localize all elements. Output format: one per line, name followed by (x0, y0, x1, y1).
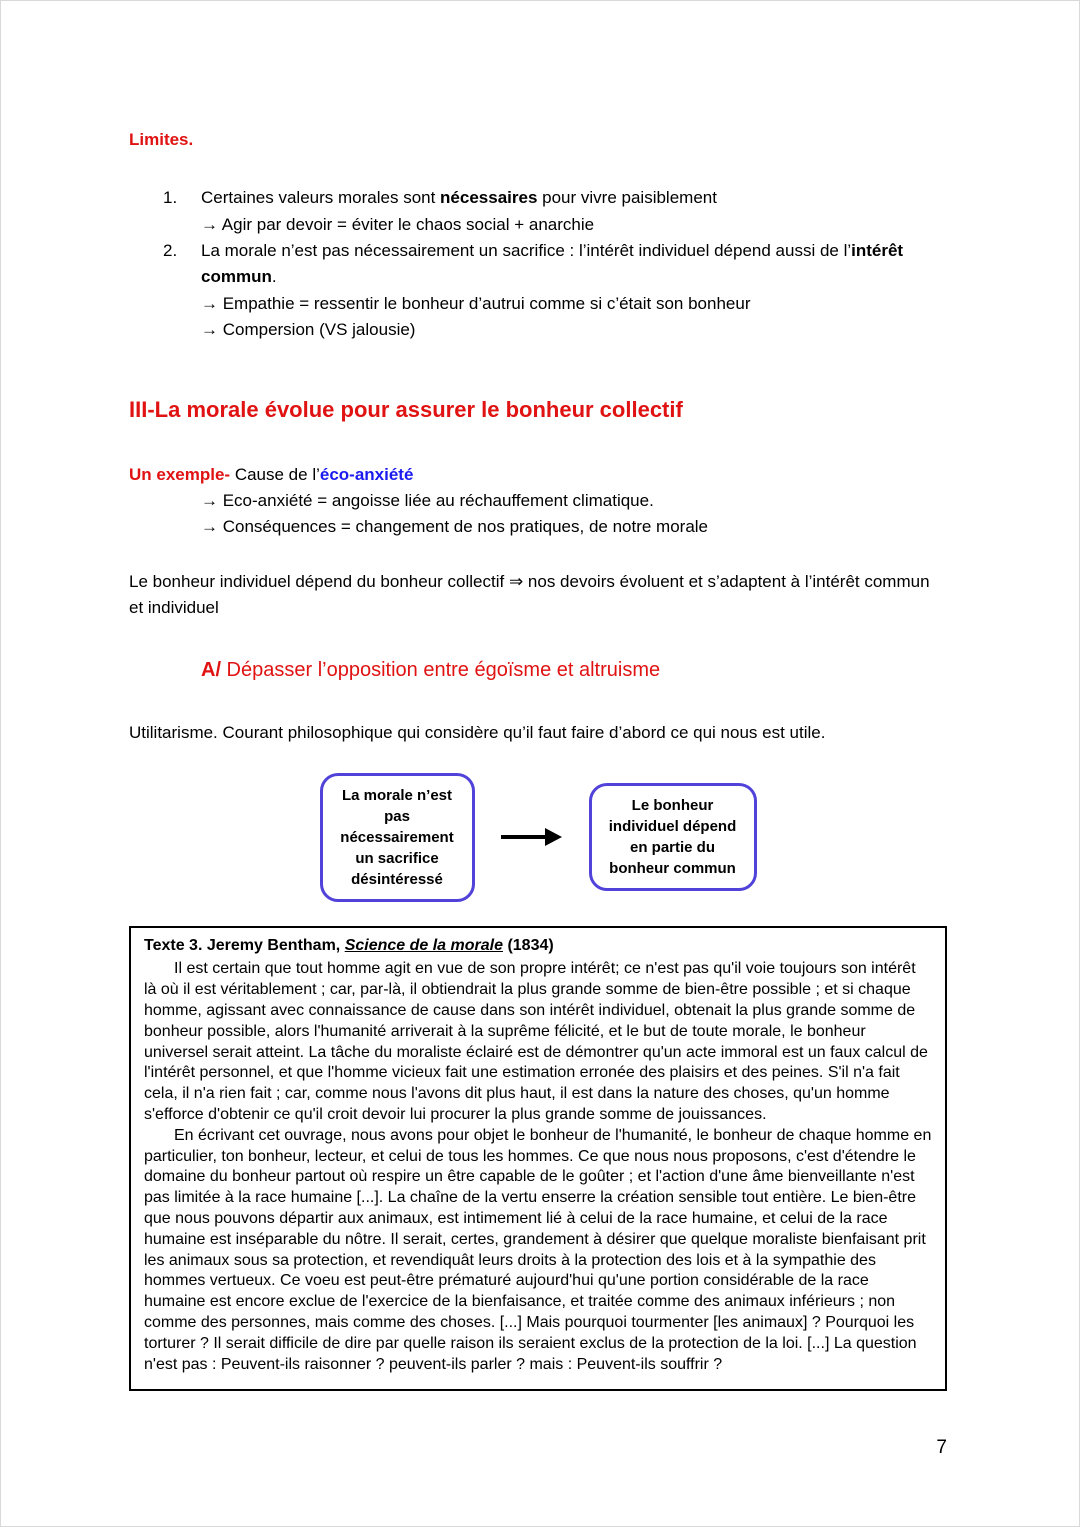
list-item-text (201, 238, 947, 291)
page-number: 7 (936, 1436, 947, 1458)
subheading-a-label: A/ (201, 659, 221, 682)
list-number: 2. (163, 241, 178, 261)
example-term: éco-anxiété (319, 464, 414, 484)
text-segment: . (271, 267, 277, 287)
list-item-2 (129, 238, 947, 343)
arrow-line: → Conséquences = changement de nos pratiques, de notre morale (201, 517, 709, 537)
texte-title-segment: (1834) (503, 936, 554, 954)
texte-paragraph-1: Il est certain que tout homme agit en vue de son propre intérêt; ce n'est pas qu'il voie toujours son intérêt là où il est véritablement ; car, par-là, il obtiendrait la plus grande somme de bien-être possible ; et si chaque homme, agissant avec connaissance de cause dans son intérêt individuel, obtenait la plus grande somme de bonheur possible, alors l'humanité arriverait à la suprême félicité, et le but de toute morale, le bonheur universel serait atteint. La tâche du moraliste éclairé est de démontrer qu'un acte immoral est un faux calcul de l'intérêt personnel, et que l'homme vicieux fait une estimation erronée des plaisirs et des peines. S'il n'a fait cela, il n'a rien fait ; car, comme nous l'avons dit plus haut, il est dans la nature des choses, qu'un homme s'efforce d'obtenir ce qu'il croit devoir lui procurer la plus grande somme de jouissances. (144, 960, 928, 1123)
section-3-heading: III-La morale évolue pour assurer le bonheur collectif (129, 397, 683, 423)
example-line (129, 462, 947, 488)
diagram-box-left: La morale n’est pas nécessairement un sacrifice désintéressé (320, 773, 475, 902)
text-segment-bold: nécessaires (440, 188, 538, 208)
example-label: Un exemple- (129, 464, 231, 484)
text-segment-bold: intérêt commun (201, 241, 904, 287)
texte-work-title: Science de la morale (344, 936, 503, 954)
text-segment: Certaines valeurs morales sont (201, 188, 441, 208)
list-item-1 (129, 185, 947, 238)
limites-heading: Limites. (129, 130, 194, 149)
text-segment: Cause de l’ (230, 464, 320, 484)
arrow-line: → Compersion (VS jalousie) (201, 320, 416, 340)
list-item-body (201, 185, 947, 238)
texte-3-title (144, 936, 932, 957)
text-segment: La morale n’est pas nécessairement un sacrifice : l’intérêt individuel dépend aussi de l’ (201, 241, 852, 261)
texte-3-box (129, 926, 947, 1392)
collective-paragraph: Le bonheur individuel dépend du bonheur collectif ⇒ nos devoirs évoluent et s’adaptent à l’intérêt commun et individuel (129, 571, 930, 617)
list-item-text (201, 185, 947, 211)
diagram-box-right: Le bonheur individuel dépend en partie du bonheur commun (589, 783, 757, 891)
diagram (320, 773, 757, 902)
subheading-a (201, 655, 947, 686)
arrow-line: → Eco-anxiété = angoisse liée au réchauffement climatique. (201, 490, 654, 510)
list-item-body (201, 238, 947, 343)
utilitarisme-paragraph: Utilitarisme. Courant philosophique qui considère qu’il faut faire d’abord ce qui nous est utile. (129, 723, 826, 743)
arrow-line: → Agir par devoir = éviter le chaos social + anarchie (201, 214, 595, 234)
texte-paragraph-2: En écrivant cet ouvrage, nous avons pour objet le bonheur de l'humanité, le bonheur de chaque homme en particulier, ton bonheur, lecteur, et celui de tous les hommes. Ce que nous nous proposons, c'est d'étendre le domaine du bonheur partout où respire un être capable de le goûter ; et l'action d'une âme bienveillante n'est pas limitée à la race humaine [...]. La chaîne de la vertu enserre la création sensible tout entière. Le bien-être que nous pouvons départir aux animaux, est intimement lié à celui de la race humaine, et celui de la race humaine est inséparable du nôtre. Il serait, certes, grandement à désirer que quelque moraliste bienfaisant prit les animaux sous sa protection, et revendiquât leurs droits à la protection des lois et à la sympathie des hommes vertueux. Ce voeu est peut-être prématuré aujourd'hui qu'une portion considérable de la race humaine est encore exclue de l'exercice de la bienfaisance, et traitée comme des animaux inférieurs ; non comme des personnes, mais comme des choses. [...] Mais pourquoi tourmenter [les animaux] ? Pourquoi les torturer ? Il serait difficile de dire par quelle raison ils seraient exclus de la protection de la loi. [...] La question n'est pas : Peuvent-ils raisonner ? peuvent-ils parler ? mais : Peuvent-ils souffrir ? (144, 1126, 932, 1373)
right-arrow-icon (501, 826, 563, 848)
arrow-line: → Empathie = ressentir le bonheur d’autrui comme si c’était son bonheur (201, 293, 751, 313)
texte-title-segment: Texte 3. Jeremy Bentham, (144, 936, 345, 954)
list-number: 1. (163, 188, 178, 208)
subheading-a-text: Dépasser l’opposition entre égoïsme et altruisme (221, 659, 661, 682)
text-segment: pour vivre paisiblement (537, 188, 717, 208)
limites-list (129, 185, 947, 343)
